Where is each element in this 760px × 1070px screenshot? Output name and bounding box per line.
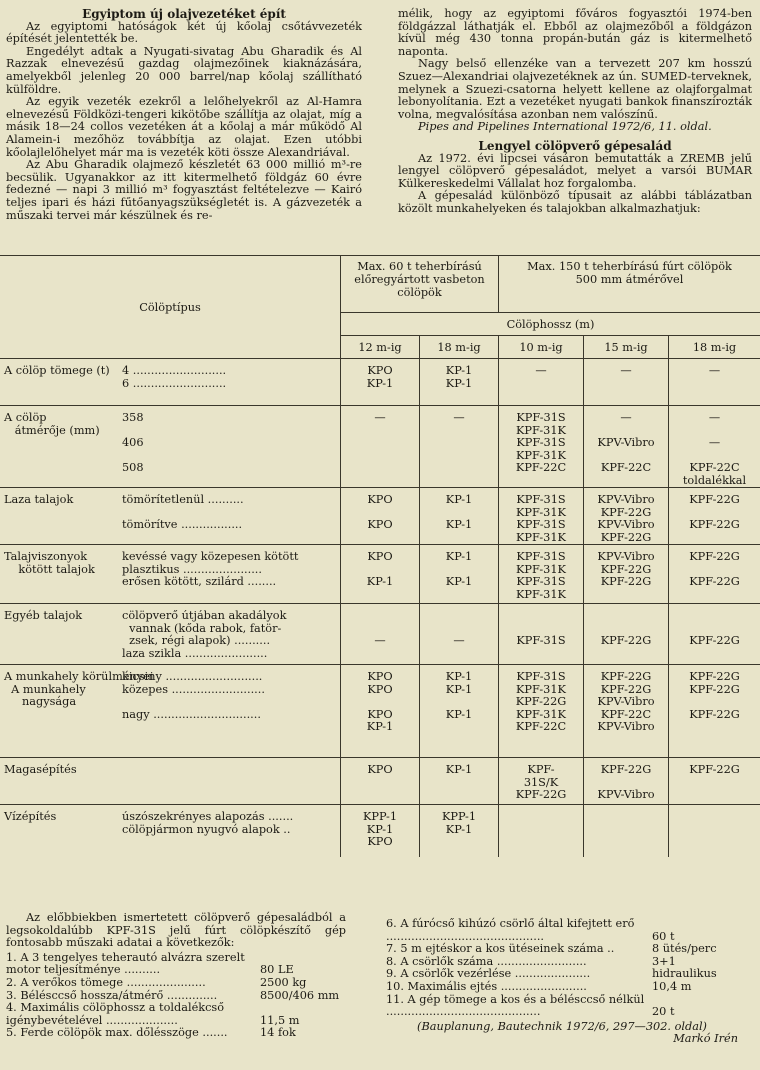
value-cell-c2: KP-1 bbox=[420, 758, 499, 805]
spec-label: 2. A verőkos tömege ...................... bbox=[6, 975, 206, 989]
paragraph: Engedélyt adtak a Nyugati-sivatag Abu Gharadik és Al Razzak elnevezésű gazdag olajmezőinek kiaknázására, amelyekből jelenleg 20 000 barrel/nap kőolaj szállítható külföldre. bbox=[6, 44, 362, 96]
source-citation: (Bauplanung, Bautechnik 1972/6, 297—302. oldal) bbox=[417, 1019, 707, 1033]
row-sub-label bbox=[122, 696, 336, 709]
row-main-label: A cölöp átmérője (mm) bbox=[4, 411, 100, 437]
value-cell-c3 bbox=[499, 805, 584, 858]
value-cell-c1: KPO KPO KPO KP-1 bbox=[341, 665, 420, 758]
row-label-cell bbox=[0, 805, 341, 858]
table-row bbox=[0, 758, 760, 805]
value-cell-c4: KPF-22G bbox=[584, 604, 669, 665]
spec-label: 7. 5 m ejtéskor a kos ütéseinek száma .. bbox=[386, 942, 615, 956]
row-label-cell bbox=[0, 604, 341, 665]
length-header: Cölöphossz (m) bbox=[341, 313, 760, 336]
value-cell-c1: KPO KP-1 bbox=[341, 545, 420, 604]
row-sub-label: laza szikla ....................... bbox=[122, 646, 268, 660]
spec-value: 20 t bbox=[652, 1005, 675, 1019]
pile-driver-table bbox=[0, 255, 760, 857]
spec-value: 11,5 m bbox=[260, 1013, 300, 1027]
value-cell-c1: KPO KPO bbox=[341, 488, 420, 545]
row-sub-label: cölöpverő útjában akadályok bbox=[122, 610, 287, 622]
row-main-label: Laza talajok bbox=[4, 493, 74, 506]
paragraph: A gépesalád különböző típusait az alábbi táblázatban közölt munkahelyeken és talajokban alkalmazhatjuk: bbox=[398, 189, 752, 215]
row-sub-label: erősen kötött, szilárd ........ bbox=[122, 575, 277, 588]
spec-item bbox=[6, 1027, 346, 1040]
value-cell-c2: KP-1 KP-1 KP-1 bbox=[420, 665, 499, 758]
row-sub-label: úszószekrényes alapozás ....... bbox=[122, 811, 294, 823]
spec-value: 10,4 m bbox=[652, 979, 692, 993]
value-cell-c2: — bbox=[420, 604, 499, 665]
spec-value: hidraulikus bbox=[652, 967, 717, 981]
spec-item bbox=[6, 977, 346, 990]
value-cell-c2: KP-1 KP-1 bbox=[420, 359, 499, 406]
row-sub-label: nagy .............................. bbox=[122, 707, 261, 721]
row-sub-label: plasztikus ...................... bbox=[122, 562, 262, 576]
len-col: 10 m-ig bbox=[499, 336, 584, 359]
paragraph: Az egyiptomi hatóságok két új kőolaj csőtávvezeték építését jelentették be. bbox=[6, 19, 362, 46]
spec-value: 14 fok bbox=[260, 1026, 296, 1040]
paragraph: Az Abu Gharadik olajmező készletét 63 000 millió m³-re becsülik. Ugyanakkor az itt kitermelhető földgáz 60 évre fedezné — napi 3 millió m³ fogyasztást feltételezve — Kairó teljes ipari és házi fűtőanyagszükségletét is. A gázvezeték a műszaki tervei már készülnek és re- bbox=[6, 158, 362, 222]
tech-data-left bbox=[6, 912, 346, 1040]
table-row bbox=[0, 545, 760, 604]
spec-label: 8. A csörlők száma ......................... bbox=[386, 954, 587, 968]
value-cell-c4 bbox=[584, 805, 669, 858]
spec-label: 3. Bélésccső hossza/átmérő .............. bbox=[6, 988, 218, 1002]
spec-value: 2500 kg bbox=[260, 975, 307, 989]
row-sub-label: kicsiny ........................... bbox=[122, 671, 263, 683]
spec-item bbox=[386, 981, 738, 994]
spec-label: 10. Maximális ejtés ........................ bbox=[386, 979, 587, 993]
value-cell-c1: KPO bbox=[341, 758, 420, 805]
value-cell-c3: — bbox=[499, 359, 584, 406]
row-sub-label bbox=[122, 836, 336, 849]
value-cell-c2: KPP-1 KP-1 bbox=[420, 805, 499, 858]
table-row bbox=[0, 604, 760, 665]
spec-value: 3+1 bbox=[652, 954, 676, 968]
paragraph: Nagy belső ellenzéke van a tervezett 207 km hosszú Szuez—Alexandriai olajvezetéknek az ún. SUMED-terveknek, melynek a Szuezi-csatorna helyett kellene az olajforgalmat lebonyolítania. Ezt a vezetéket nyugati bankok finanszírozták volna, megvalósítása azonban nem valószínű. bbox=[398, 57, 752, 121]
row-label-cell bbox=[0, 488, 341, 545]
value-cell-c5: KPF-22G KPF-22G KPF-22G bbox=[669, 665, 760, 758]
len-col: 18 m-ig bbox=[420, 336, 499, 359]
value-cell-c4: KPV-Vibro KPF-22G KPF-22G bbox=[584, 545, 669, 604]
author-name: Markó Irén bbox=[673, 1032, 738, 1046]
spec-label: 5. Ferde cölöpök max. dőlésszöge ....... bbox=[6, 1026, 228, 1040]
row-main-label: Magasépítés bbox=[4, 763, 77, 776]
spec-value: 60 t bbox=[652, 929, 675, 943]
group-header-bored: Max. 150 t teherbírású fúrt cölöpök 500 mm átmérővel bbox=[499, 256, 760, 313]
value-cell-c2: KP-1 KP-1 bbox=[420, 545, 499, 604]
row-sub-label: zsek, régi alapok) .......... bbox=[122, 634, 271, 647]
row-sub-label: cölöpjármon nyugvó alapok .. bbox=[122, 822, 291, 836]
value-cell-c1: KPP-1 KP-1 KPO bbox=[341, 805, 420, 858]
row-sub-label: 508 bbox=[122, 461, 144, 474]
spec-label: 1. A 3 tengelyes teherautó alvázra szerelt motor teljesítménye .......... bbox=[6, 950, 245, 977]
paragraph: mélik, hogy az egyiptomi főváros fogyasztói 1974-ben földgázzal láthatják el. Ebből az olajmezőből a földgázon kívül még 430 tonna propán-bután gáz is kitermelhető naponta. bbox=[398, 7, 752, 58]
len-col: 12 m-ig bbox=[341, 336, 420, 359]
tech-data-right bbox=[386, 918, 738, 1046]
paragraph: Az 1972. évi lipcsei vásáron bemutatták a ZREMB jelű lengyel cölöpverő gépesaládot, melyet a varsói BUMAR Külkereskedelmi Vállalat hoz forgalomba. bbox=[398, 151, 752, 190]
row-sub-label: 406 bbox=[122, 436, 144, 449]
spec-value: 8 ütés/perc bbox=[652, 942, 717, 956]
article-title-poland: Lengyel cölöpverő gépesalád bbox=[478, 138, 672, 153]
table-row bbox=[0, 665, 760, 758]
spec-label: 4. Maximális cölöphossz a toldalékcső igénybevételével .................... bbox=[6, 1001, 225, 1027]
value-cell-c1: — bbox=[341, 406, 420, 488]
paragraph: Az egyik vezeték ezekről a lelőhelyekről az Al-Hamra elnevezésű Földközi-tengeri kikötőbe szállítja az olajat, míg a másik 18—24 collos vezetéken át a kőolaj a már működő Al Alamein-i mezőhöz továbbítja az olajat. Ezen utóbbi kőolajlelőhelyet már ma is vezeték köti össze Alexandriával. bbox=[6, 95, 362, 159]
row-label-cell bbox=[0, 406, 341, 488]
spec-item bbox=[6, 1002, 346, 1027]
row-sub-label: tömörítetlenül .......... bbox=[122, 494, 244, 506]
row-sub-label: 4 .......................... bbox=[122, 365, 227, 377]
row-main-label: Egyéb talajok bbox=[4, 609, 83, 622]
len-col: 18 m-ig bbox=[669, 336, 760, 359]
value-cell-c4: KPF-22G KPV-Vibro bbox=[584, 758, 669, 805]
row-sub-label bbox=[122, 764, 336, 777]
right-article bbox=[398, 8, 752, 216]
left-article bbox=[6, 8, 362, 222]
value-cell-c5: KPF-22G KPF-22G bbox=[669, 488, 760, 545]
table-row bbox=[0, 359, 760, 406]
row-sub-label bbox=[122, 721, 336, 734]
row-label-cell bbox=[0, 665, 341, 758]
spec-item bbox=[386, 994, 738, 1019]
spec-item bbox=[6, 952, 346, 977]
spec-item bbox=[386, 918, 738, 943]
article-title-egypt: Egyiptom új olajvezetéket épít bbox=[82, 7, 286, 21]
spec-item bbox=[386, 943, 738, 956]
value-cell-c4: KPV-Vibro KPF-22G KPV-Vibro KPF-22G bbox=[584, 488, 669, 545]
value-cell-c2: — bbox=[420, 406, 499, 488]
value-cell-c5: KPF-22G bbox=[669, 758, 760, 805]
value-cell-c3: KPF-31S KPF-31K KPF-31S KPF-31K bbox=[499, 545, 584, 604]
row-sub-label: közepes .......................... bbox=[122, 682, 265, 696]
row-sub-label bbox=[122, 450, 336, 463]
spec-label: 9. A csörlők vezérlése ..................... bbox=[386, 967, 591, 981]
spec-value: 8500/406 mm bbox=[260, 988, 340, 1002]
len-col: 15 m-ig bbox=[584, 336, 669, 359]
value-cell-c4: — bbox=[584, 359, 669, 406]
spec-value: 80 LE bbox=[260, 963, 294, 977]
value-cell-c2: KP-1 KP-1 bbox=[420, 488, 499, 545]
value-cell-c3: KPF-31S KPF-31K KPF-31S KPF-31K KPF-22C bbox=[499, 406, 584, 488]
row-sub-label: vannak (kőda rabok, fatör- bbox=[122, 621, 282, 635]
value-cell-c5: — — KPF-22C toldalékkal bbox=[669, 406, 760, 488]
row-main-label: A cölöp tömege (t) bbox=[4, 364, 110, 377]
row-label-cell bbox=[0, 359, 341, 406]
row-main-label: A munkahely körülményei A munkahely nagysága bbox=[4, 670, 154, 708]
value-cell-c5: — bbox=[669, 359, 760, 406]
value-cell-c4: KPF-22G KPF-22G KPV-Vibro KPF-22C KPV-Vibro bbox=[584, 665, 669, 758]
value-cell-c1: KPO KP-1 bbox=[341, 359, 420, 406]
value-cell-c3: KPF-31S KPF-31K KPF-31S KPF-31K bbox=[499, 488, 584, 545]
value-cell-c3: KPF-31S bbox=[499, 604, 584, 665]
value-cell-c5 bbox=[669, 805, 760, 858]
col-header-type: Cölöptípus bbox=[0, 256, 341, 359]
value-cell-c1: — bbox=[341, 604, 420, 665]
row-sub-label bbox=[122, 425, 336, 438]
value-cell-c3: KPF-31S KPF-31K KPF-22G KPF-31K KPF-22C bbox=[499, 665, 584, 758]
tech-intro: Az előbbiekben ismertetett cölöpverő gépesaládból a legsokoldalúbb KPF-31S jelű fúrt cölöpkészítő gép fontosabb műszaki adatai a következők: bbox=[6, 911, 346, 950]
row-sub-label: kevéssé vagy közepesen kötött bbox=[122, 551, 299, 563]
value-cell-c5: KPF-22G KPF-22G bbox=[669, 545, 760, 604]
value-cell-c4: — KPV-Vibro KPF-22C bbox=[584, 406, 669, 488]
spec-label: 11. A gép tömege a kos és a bélésccső nélkül ........................................... bbox=[386, 992, 645, 1019]
row-label-cell bbox=[0, 758, 341, 805]
row-main-label: Vízépítés bbox=[4, 810, 57, 823]
table-row bbox=[0, 488, 760, 545]
source-citation: Pipes and Pipelines International 1972/6, 11. oldal. bbox=[418, 120, 712, 134]
row-sub-label: tömörítve ................. bbox=[122, 518, 243, 531]
table-row bbox=[0, 805, 760, 858]
row-sub-label: 358 bbox=[122, 412, 144, 424]
row-label-cell bbox=[0, 545, 341, 604]
value-cell-c3: KPF- 31S/K KPF-22G bbox=[499, 758, 584, 805]
spec-label: 6. A fúrócső kihúzó csörlő által kifejtett erő ............................................ bbox=[386, 917, 635, 943]
row-main-label: Talajviszonyok kötött talajok bbox=[4, 550, 95, 576]
table-row bbox=[0, 406, 760, 488]
group-header-prefab: Max. 60 t teherbírású előregyártott vasbeton cölöpök bbox=[341, 256, 499, 313]
row-sub-label: 6 .......................... bbox=[122, 376, 227, 390]
value-cell-c5: KPF-22G bbox=[669, 604, 760, 665]
